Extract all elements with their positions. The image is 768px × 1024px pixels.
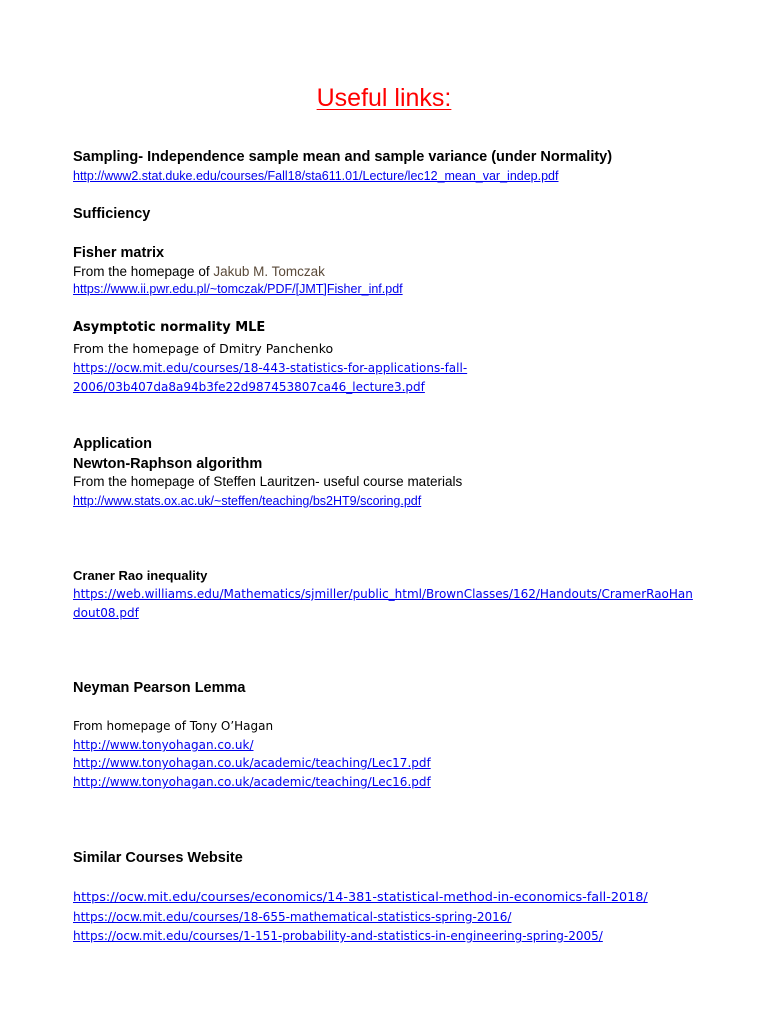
fisher-from-prefix: From the homepage of	[73, 264, 214, 279]
neyman-link[interactable]: http://www.tonyohagan.co.uk/academic/teaching/Lec17.pdf	[73, 756, 431, 770]
application-source-text: From the homepage of Steffen Lauritzen- useful course materials	[73, 474, 463, 489]
cramer-link-line1[interactable]: https://web.williams.edu/Mathematics/sjmiller/public_html/BrownClasses/162/Handouts/CramerRaoHan	[73, 587, 693, 601]
similar-course-link[interactable]: https://ocw.mit.edu/courses/1-151-probability-and-statistics-in-engineering-spring-2005/	[73, 929, 603, 943]
fisher-link[interactable]: https://www.ii.pwr.edu.pl/~tomczak/PDF/[JMT]Fisher_inf.pdf	[73, 282, 403, 296]
neyman-link[interactable]: http://www.tonyohagan.co.uk/academic/teaching/Lec16.pdf	[73, 775, 431, 789]
neyman-link[interactable]: http://www.tonyohagan.co.uk/	[73, 738, 254, 752]
application-link[interactable]: http://www.stats.ox.ac.uk/~steffen/teaching/bs2HT9/scoring.pdf	[73, 494, 422, 508]
fisher-author: Jakub M. Tomczak	[213, 264, 325, 279]
similar-course-link[interactable]: https://ocw.mit.edu/courses/economics/14-381-statistical-method-in-economics-fall-2018/	[73, 890, 648, 905]
sampling-link[interactable]: http://www2.stat.duke.edu/courses/Fall18/sta611.01/Lecture/lec12_mean_var_indep.pdf	[73, 169, 559, 183]
cramer-heading: Craner Rao inequality	[73, 568, 208, 583]
newton-raphson-heading: Newton-Raphson algorithm	[73, 456, 263, 472]
asymptotic-link-line1[interactable]: https://ocw.mit.edu/courses/18-443-statistics-for-applications-fall-	[73, 361, 468, 375]
application-heading: Application	[73, 436, 152, 452]
sampling-heading: Sampling- Independence sample mean and sample variance (under Normality)	[73, 149, 613, 165]
cramer-link-line2[interactable]: dout08.pdf	[73, 606, 139, 620]
page-title: Useful links:	[316, 84, 452, 112]
asymptotic-link-line2[interactable]: 2006/03b407da8a94b3fe22d987453807ca46_lecture3.pdf	[73, 380, 425, 394]
asymptotic-source-text: From the homepage of Dmitry Panchenko	[73, 341, 334, 356]
similar-course-link[interactable]: https://ocw.mit.edu/courses/18-655-mathematical-statistics-spring-2016/	[73, 910, 512, 924]
neyman-source-text: From homepage of Tony O’Hagan	[73, 719, 274, 733]
fisher-source-text	[73, 264, 325, 279]
fisher-heading: Fisher matrix	[73, 245, 165, 261]
sufficiency-heading: Sufficiency	[73, 206, 151, 222]
neyman-heading: Neyman Pearson Lemma	[73, 680, 246, 696]
similar-courses-heading: Similar Courses Website	[73, 850, 243, 866]
asymptotic-heading: Asymptotic normality MLE	[73, 320, 266, 335]
